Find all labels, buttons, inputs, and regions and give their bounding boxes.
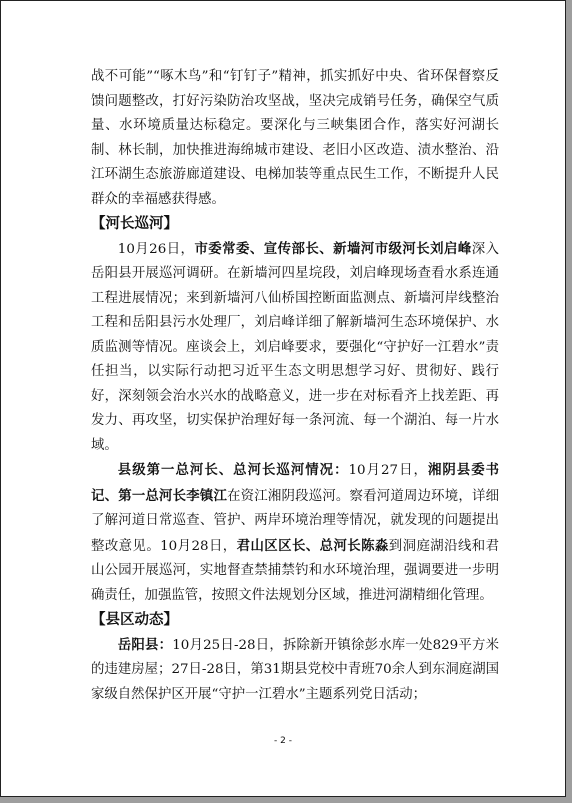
body-text: 深入岳阳县开展巡河调研。在新墙河四星垸段，刘启峰现场查看水系连通工程进展情况；来到新墙河八仙桥国控断面监测点、新墙河岸线整治工程和岳阳县污水处理厂，刘启峰详细了解新墙河生态环境保护、水质监测等情况。座谈会上，刘启峰要求，要强化“守护好一江碧水”责任担当，以实际行动把习近平生态文明思想学习好、贯彻好、践行好，深刻领会治水兴水的战略意义，进一步在对标看齐上找差距、再发力、再攻坚，切实保护治理好每一条河流、每一个湖泊、每一片水域。	[91, 241, 500, 453]
page-number: - 2 -	[274, 736, 292, 746]
official-name: 市委常委、宣传部长、新墙河市级河长刘启峰	[194, 240, 472, 257]
document-body	[91, 65, 499, 707]
paragraph-city-patrol	[91, 237, 499, 459]
date-text: 10月27日，	[348, 463, 428, 478]
official-name: 君山区区长、总河长陈淼	[236, 537, 389, 554]
paragraph-continuation: 战不可能”“啄木鸟”和“钉钉子”精神，抓实抓好中央、省环保督察反馈问题整改，打好污染防治攻坚战，坚决完成销号任务，确保空气质量、水环境质量达标稳定。要深化与三峡集团合作，落实好河湖长制、林长制，加快推进海绵城市建设、老旧小区改造、渍水整治、沿江环湖生态旅游廊道建设、电梯加装等重点民生工作，不断提升人民群众的幸福感获得感。	[91, 69, 499, 207]
paragraph-yueyang-county	[91, 633, 499, 708]
paragraph-county-patrol	[91, 458, 499, 608]
subheading-inline: 县级第一总河长、总河长巡河情况：	[117, 462, 349, 478]
body-text: 在资江湘阴段巡河。察看河道周边环境，详细了解河道日常巡查、管护、两岸环境治理等情况，就发现的问题提出整改意见。10月28日，	[91, 488, 500, 554]
section-heading-river-patrol: 【河长巡河】	[91, 216, 178, 232]
official-name: 湘阴县委书记、第一总河长李镇江	[91, 462, 500, 504]
body-text: 到洞庭湖沿线和君山公园开展巡河，实地督查禁捕禁钓和水环境治理，强调要进一步明确责任，加强监管，按照文件法规划分区域，推进河湖精细化管理。	[91, 538, 500, 603]
county-name: 岳阳县：	[117, 636, 173, 653]
body-text: 10月25日-28日，拆除新开镇徐彭水库一处829平方米的违建房屋；27日-28日，第31期县党校中青班70余人到东洞庭湖国家级自然保护区开展“守护一江碧水”主题系列党日活动；	[91, 637, 500, 702]
date-text: 10月26日，	[117, 241, 195, 257]
section-heading-county-news: 【县区动态】	[91, 612, 178, 628]
